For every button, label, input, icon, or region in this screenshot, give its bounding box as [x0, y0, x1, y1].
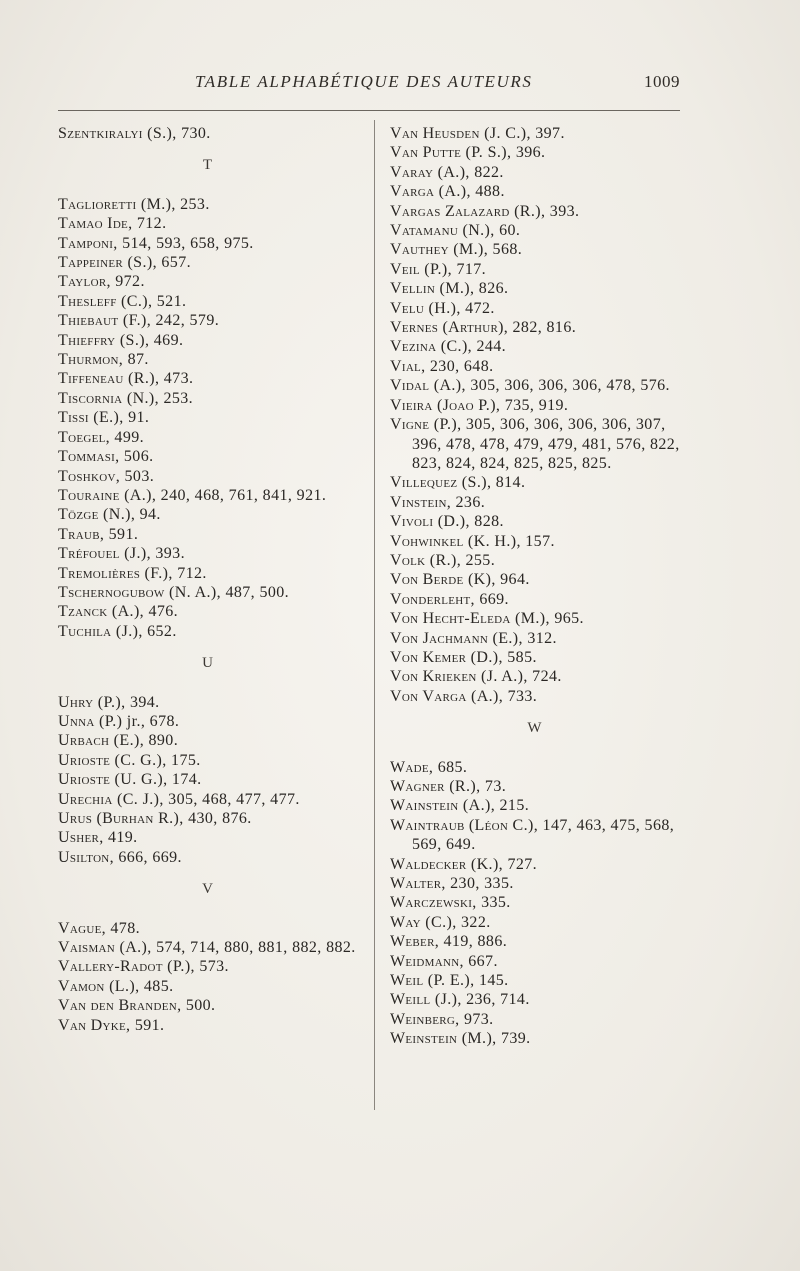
index-entry: [58, 525, 358, 544]
author-name: Tzanck: [58, 603, 108, 621]
author-name: Tissi: [58, 409, 89, 427]
page-header: [58, 72, 680, 102]
page-references: (S.), 730.: [142, 125, 211, 142]
page-references: (J. C.), 397.: [479, 125, 565, 142]
page-references: (R.), 73.: [444, 778, 507, 795]
page-references: , 666, 669.: [109, 848, 182, 866]
index-entry: [58, 848, 358, 867]
index-entry: [390, 816, 680, 855]
page-references: (P. S.), 396.: [461, 144, 546, 162]
index-entry: [58, 583, 358, 602]
page-references: , 87.: [118, 351, 149, 369]
index-entry: [58, 369, 358, 388]
index-entry: [58, 919, 358, 938]
author-name: Toegel: [58, 428, 106, 446]
page-references: (A.), 215.: [458, 797, 530, 815]
page-references: (A.), 822.: [433, 163, 504, 181]
page-references: , 500.: [177, 997, 216, 1015]
index-entry: [390, 299, 680, 318]
author-name: Warczewski: [390, 894, 473, 912]
author-name: Von Varga: [390, 687, 467, 705]
index-entry: [390, 932, 680, 951]
author-name: Vohwinkel: [390, 532, 464, 550]
page-references: P.), 735, 919.: [473, 396, 569, 414]
author-name: Traub: [58, 525, 100, 543]
index-entry: [390, 1010, 680, 1029]
page-references: (P.), 573.: [162, 958, 229, 976]
author-name: Vargas Zalazard: [390, 202, 510, 220]
page-references: (P. E.), 145.: [423, 972, 509, 990]
author-name: Tschernogubow: [58, 583, 165, 601]
author-name: Varay: [390, 163, 434, 181]
page-references: , 591.: [99, 525, 139, 543]
page-references: , 282, 816.: [503, 319, 577, 337]
index-entry: [58, 124, 358, 143]
page-references: (C. G.), 175.: [110, 751, 201, 769]
page-references: (A.), 733.: [466, 687, 538, 705]
page-references: (A.), 305, 306, 306, 306, 478, 576.: [429, 377, 670, 395]
index-entry: [58, 428, 358, 447]
index-entry: [58, 622, 358, 641]
index-entry: [58, 957, 358, 976]
page-references: (A.), 488.: [434, 183, 505, 201]
index-entry: [390, 893, 680, 912]
index-entry: [390, 376, 680, 395]
author-name: Urus (Burhan: [58, 810, 154, 827]
author-name: Vieira (Joao: [390, 396, 474, 414]
index-entry: [390, 609, 680, 628]
page-references: (K), 964.: [463, 571, 530, 589]
index-entry: [390, 260, 680, 279]
page-references: (J. A.), 724.: [476, 668, 562, 686]
running-title: TABLE ALPHABÉTIQUE DES AUTEURS: [195, 72, 533, 91]
index-entry: [390, 182, 680, 201]
page-references: (S.), 469.: [115, 331, 184, 349]
page-references: (K. H.), 157.: [463, 532, 555, 550]
author-name: Von Kemer: [390, 648, 467, 666]
page-references: (F.), 242, 579.: [118, 312, 220, 330]
page-references: (K.), 727.: [466, 855, 538, 873]
page-references: , 419, 886.: [434, 933, 508, 951]
index-entry: [58, 712, 358, 731]
author-name: Taylor: [58, 273, 107, 291]
author-name: Van Putte: [390, 144, 462, 162]
left-column: [58, 124, 358, 1035]
index-entry: [390, 758, 680, 777]
index-entry: [58, 253, 358, 272]
page-references: (S.), 814.: [457, 474, 526, 492]
page-references: (J.), 393.: [119, 545, 185, 563]
page-references: , 669.: [470, 590, 509, 608]
author-name: Von Krieken: [390, 668, 477, 686]
index-entry: [390, 952, 680, 971]
author-name: Weill: [390, 991, 431, 1009]
page-references: , 236.: [446, 493, 486, 511]
index-entry: [390, 629, 680, 648]
author-name: Weber: [390, 933, 435, 951]
page-references: , 685.: [428, 758, 468, 776]
author-name: Tommasi: [58, 448, 116, 466]
author-name: Way: [390, 913, 421, 931]
page-references: (N.), 94.: [98, 506, 161, 524]
page-references: (C.), 322.: [420, 913, 491, 931]
index-entry: [390, 687, 680, 706]
author-name: Villequez: [390, 474, 458, 492]
index-entry: [390, 357, 680, 376]
author-name: Wagner: [390, 778, 445, 795]
index-entry: [58, 770, 358, 789]
page-references: (J.), 236, 714.: [430, 991, 530, 1009]
index-entry: [58, 272, 358, 291]
index-entry: [390, 1029, 680, 1048]
author-name: Urioste: [58, 751, 111, 769]
author-name: Vauthey: [390, 241, 449, 259]
page-references: (L.), 485.: [104, 977, 174, 995]
author-name: Volk: [390, 551, 426, 569]
page-references: (N.), 60.: [458, 222, 521, 240]
author-name: Van Dyke: [58, 1016, 127, 1034]
page-references: (R.), 473.: [123, 370, 194, 388]
page-references: (M.), 253.: [136, 195, 210, 213]
author-name: Weil: [390, 972, 424, 990]
page-references: , 503.: [115, 467, 155, 485]
page-references: (S.), 657.: [123, 254, 192, 272]
section-letter: W: [527, 720, 543, 737]
index-entry: [58, 467, 358, 486]
author-name: Urechia: [58, 790, 113, 808]
author-name: Tiffeneau: [58, 370, 124, 388]
page-references: (P.), 717.: [419, 260, 487, 278]
index-entry: [390, 648, 680, 667]
page-references: , 335.: [472, 894, 511, 912]
author-name: Thesleff: [58, 292, 117, 310]
author-name: Tamponi: [58, 234, 114, 252]
author-name: Van den Branden: [58, 997, 178, 1015]
page-references: (M.), 826.: [435, 280, 509, 298]
author-name: Usilton: [58, 848, 110, 866]
index-entry: [58, 544, 358, 563]
index-entry: [390, 777, 680, 796]
page-references: (P.), 305, 306, 306, 306, 306, 307, 396, 478, 478, 479, 479, 481, 576, 822, 823, 824, 824, 825, 825, 825.: [412, 416, 680, 472]
page-references: (D.), 585.: [466, 648, 537, 666]
page-references: (H.), 472.: [424, 299, 495, 317]
page-references: (N.), 253.: [122, 389, 194, 407]
page-references: (E.), 91.: [88, 409, 150, 427]
page-references: (M.), 568.: [448, 241, 523, 259]
index-entry: [390, 163, 680, 182]
page-references: (P.) jr., 678.: [94, 712, 180, 730]
page-references: (M.), 965.: [510, 610, 584, 628]
index-entry: [58, 996, 358, 1015]
author-name: Von Hecht-Eleda: [390, 610, 511, 628]
author-name: Waldecker: [390, 855, 467, 873]
section-letter: V: [202, 881, 214, 898]
author-name: Tréfouel: [58, 545, 120, 563]
author-name: Velu: [390, 299, 425, 317]
page-references: (R.), 393.: [509, 202, 580, 220]
index-entry: [58, 350, 358, 369]
author-name: Usher: [58, 829, 100, 847]
column-divider: [374, 120, 375, 1110]
author-name: Tremolières: [58, 564, 141, 582]
author-name: Tamao Ide: [58, 215, 129, 233]
page-references: (E.), 312.: [488, 629, 557, 647]
index-entry: [58, 505, 358, 524]
author-name: Von Jachmann: [390, 629, 489, 647]
right-column: [390, 124, 680, 1049]
page-number: 1009: [644, 72, 680, 91]
author-name: Toshkov: [58, 467, 116, 485]
page-references: (C.), 244.: [436, 338, 507, 356]
page-references: , 478.: [101, 919, 141, 937]
page-references: (A.), 476.: [107, 603, 179, 621]
author-name: Tiscornia: [58, 389, 123, 407]
index-entry: [390, 279, 680, 298]
author-name: Vague: [58, 919, 102, 937]
page-references: (C. J.), 305, 468, 477, 477.: [112, 790, 300, 808]
page-references: (F.), 712.: [140, 564, 207, 582]
author-name: Wainstein: [390, 797, 459, 815]
index-entry: [58, 602, 358, 621]
index-entry: [58, 693, 358, 712]
author-name: Von Berde: [390, 571, 464, 589]
page-references: (A.), 240, 468, 761, 841, 921.: [119, 486, 327, 504]
index-entry: [390, 551, 680, 570]
index-entry: [390, 202, 680, 221]
page-references: , 514, 593, 658, 975.: [113, 234, 254, 252]
index-entry: [390, 570, 680, 589]
author-name: Weidmann: [390, 952, 460, 970]
author-name: Unna: [58, 712, 95, 730]
index-entry: [58, 790, 358, 809]
index-entry: [390, 855, 680, 874]
author-name: Vivoli: [390, 513, 434, 531]
index-entry: [58, 977, 358, 996]
index-entry: [58, 486, 358, 505]
page-references: (P.), 394.: [93, 693, 160, 711]
page-references: , 667.: [459, 952, 498, 970]
author-name: Vezina: [390, 338, 437, 356]
author-name: Szentkiralyi: [58, 125, 143, 142]
page-references: (R.), 255.: [425, 551, 496, 569]
index-entry: [58, 331, 358, 350]
index-entry: [390, 971, 680, 990]
index-entry: [58, 214, 358, 233]
author-name: Vernes (Arthur): [390, 319, 504, 337]
page-references: (D.), 828.: [433, 513, 504, 531]
page-references: (C.), 521.: [116, 292, 187, 310]
index-entry: [390, 221, 680, 240]
index-entry: [390, 532, 680, 551]
index-entry: [390, 337, 680, 356]
index-entry: [390, 512, 680, 531]
author-name: Wade: [390, 758, 429, 776]
author-name: Weinberg: [390, 1010, 456, 1028]
author-name: Vamon: [58, 977, 105, 995]
index-entry: [58, 311, 358, 330]
index-entry: [390, 590, 680, 609]
author-name: Van Heusden: [390, 125, 480, 142]
index-entry: [390, 667, 680, 686]
author-name: Vatamanu: [390, 222, 459, 240]
author-name: Taglioretti: [58, 195, 137, 213]
index-entry: [390, 874, 680, 893]
index-entry: [390, 493, 680, 512]
author-name: Uhry: [58, 693, 94, 711]
page-references: , 499.: [105, 428, 145, 446]
page-references: , 972.: [106, 273, 145, 291]
author-name: Vidal: [390, 377, 430, 395]
index-entry: [58, 564, 358, 583]
author-name: Vial: [390, 357, 422, 375]
page-references: , 419.: [99, 829, 138, 847]
index-entry: [58, 195, 358, 214]
author-name: Tappeiner: [58, 254, 124, 272]
author-name: Vinstein: [390, 493, 447, 511]
author-name: Walter: [390, 875, 442, 893]
author-name: Touraine: [58, 486, 120, 504]
index-entry: [390, 473, 680, 492]
page-references: , 712.: [128, 215, 167, 233]
index-entry: [58, 389, 358, 408]
index-entry: [58, 1016, 358, 1035]
index-entry: [390, 796, 680, 815]
index-entry: [58, 408, 358, 427]
page-references: R.), 430, 876.: [153, 810, 252, 827]
page-references: C.), 147, 463, 475, 568, 569, 649.: [412, 816, 675, 854]
index-entry: [390, 396, 680, 415]
section-letter: U: [202, 655, 214, 672]
author-name: Vellin: [390, 280, 436, 298]
section-letter: T: [202, 157, 214, 174]
author-name: Vallery-Radot: [58, 958, 163, 976]
index-entry: [58, 234, 358, 253]
author-name: Urioste: [58, 771, 111, 789]
author-name: Vonderleht: [390, 590, 471, 608]
index-entry: [58, 828, 358, 847]
index-entry: [390, 990, 680, 1009]
page-references: (N. A.), 487, 500.: [164, 583, 290, 601]
author-name: Thiebaut: [58, 312, 119, 330]
page-references: (U. G.), 174.: [110, 771, 202, 789]
page-references: , 591.: [126, 1016, 165, 1034]
index-entry: [390, 143, 680, 162]
page-references: , 230, 648.: [421, 357, 494, 375]
index-entry: [58, 751, 358, 770]
author-name: Urbach: [58, 732, 110, 750]
index-entry: [58, 292, 358, 311]
index-entry: [390, 240, 680, 259]
author-name: Varga: [390, 183, 435, 201]
index-entry: [58, 447, 358, 466]
index-entry: [390, 415, 680, 473]
page-references: (M.), 739.: [457, 1030, 531, 1048]
page-references: , 506.: [115, 448, 154, 466]
page-references: (A.), 574, 714, 880, 881, 882, 882.: [115, 939, 356, 957]
index-entry: [390, 318, 680, 337]
author-name: Veil: [390, 260, 420, 278]
page-references: , 973.: [455, 1010, 494, 1028]
author-name: Thurmon: [58, 351, 119, 369]
author-name: Thieffry: [58, 331, 116, 349]
author-name: Tözge: [58, 506, 99, 524]
author-name: Vaisman: [58, 939, 116, 957]
index-entry: [58, 731, 358, 750]
page-references: (J.), 652.: [111, 622, 177, 640]
author-name: Weinstein: [390, 1030, 458, 1048]
index-entry: [390, 913, 680, 932]
index-entry: [390, 124, 680, 143]
header-rule: [58, 110, 680, 111]
index-entry: [58, 809, 358, 828]
page-references: , 230, 335.: [441, 875, 514, 893]
page-references: (E.), 890.: [109, 732, 179, 750]
author-name: Vigne: [390, 416, 430, 434]
author-name: Tuchila: [58, 622, 112, 640]
index-entry: [58, 938, 358, 957]
author-name: Waintraub (Léon: [390, 816, 509, 834]
